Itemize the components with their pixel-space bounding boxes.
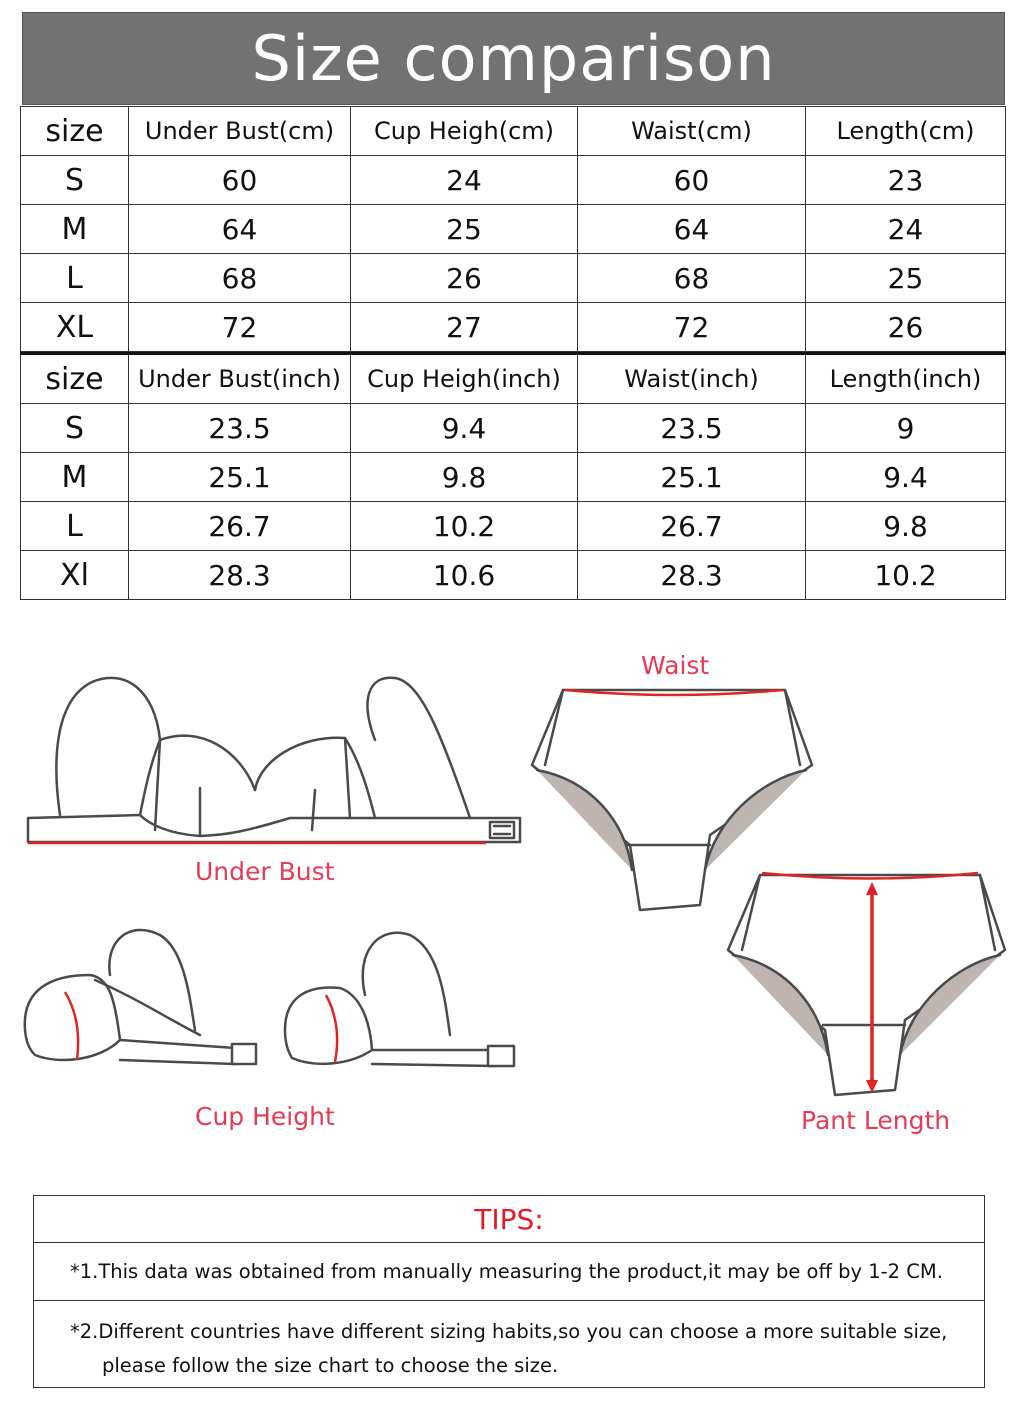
header-cell: Cup Heigh(cm) [351, 107, 578, 156]
table-cell: 28.3 [578, 551, 806, 600]
tips-box [33, 1195, 985, 1388]
tip-text: please follow the size chart to choose the size. [102, 1354, 559, 1377]
bra-side-illustration-right [285, 933, 514, 1066]
waist-label: Waist [641, 651, 710, 680]
table-cell: 26.7 [578, 502, 806, 551]
header-cell: Under Bust(inch) [129, 354, 351, 404]
table-cell: 26 [351, 254, 578, 303]
table-cell: 60 [129, 156, 351, 205]
header-cell: Under Bust(cm) [129, 107, 351, 156]
table-cell: 24 [351, 156, 578, 205]
table-cell: L [21, 254, 129, 303]
table-cell: 64 [578, 205, 806, 254]
table-row [21, 303, 1006, 352]
table-cell: 10.2 [351, 502, 578, 551]
pant-length-label: Pant Length [801, 1106, 951, 1135]
table-cell: 9.4 [806, 453, 1006, 502]
table-cell: 25.1 [129, 453, 351, 502]
tip-text: *1.This data was obtained from manually measuring the product,it may be off by 1-2 CM. [70, 1260, 943, 1283]
table-cell: 10.6 [351, 551, 578, 600]
cup-height-arrow-left [65, 992, 78, 1060]
table-cell: 9.8 [351, 453, 578, 502]
table-cell: 26 [806, 303, 1006, 352]
table-row [21, 453, 1006, 502]
header-cell: size [21, 354, 129, 404]
tip-item [34, 1300, 984, 1388]
table-cell: Xl [21, 551, 129, 600]
under-bust-label: Under Bust [195, 857, 335, 886]
table-row [21, 156, 1006, 205]
table-cell: 60 [578, 156, 806, 205]
table-row [21, 254, 1006, 303]
table-cell: 25 [806, 254, 1006, 303]
table-cell: S [21, 404, 129, 453]
header-cell: Length(inch) [806, 354, 1006, 404]
title-bar [22, 12, 1005, 105]
page-title: Size comparison [251, 22, 776, 95]
size-table-inch [20, 352, 1006, 600]
header-cell: Waist(cm) [578, 107, 806, 156]
table-row [21, 502, 1006, 551]
table-row [21, 404, 1006, 453]
tips-title: TIPS: [474, 1202, 544, 1236]
table-cell: 9 [806, 404, 1006, 453]
tip-item [34, 1242, 984, 1300]
table-cell: 27 [351, 303, 578, 352]
table-cell: 24 [806, 205, 1006, 254]
measurement-diagrams [0, 620, 1024, 1180]
table-header-row [21, 107, 1006, 156]
table-cell: 9.8 [806, 502, 1006, 551]
cup-height-arrow-right [326, 995, 337, 1062]
table-header-row [21, 354, 1006, 404]
table-cell: M [21, 453, 129, 502]
table-cell: M [21, 205, 129, 254]
table-cell: 68 [578, 254, 806, 303]
table-cell: 64 [129, 205, 351, 254]
header-cell: Waist(inch) [578, 354, 806, 404]
tip-text: *2.Different countries have different sizing habits,so you can choose a more suitable size, [70, 1320, 948, 1343]
table-cell: 23 [806, 156, 1006, 205]
table-cell: 10.2 [806, 551, 1006, 600]
table-cell: 68 [129, 254, 351, 303]
table-cell: 26.7 [129, 502, 351, 551]
table-cell: XL [21, 303, 129, 352]
size-table-cm [20, 106, 1006, 352]
table-cell: 25 [351, 205, 578, 254]
table-cell: 25.1 [578, 453, 806, 502]
bra-front-illustration [28, 678, 520, 842]
table-row [21, 205, 1006, 254]
table-row [21, 551, 1006, 600]
table-cell: 72 [578, 303, 806, 352]
header-cell: Cup Heigh(inch) [351, 354, 578, 404]
header-cell: Length(cm) [806, 107, 1006, 156]
bra-side-illustration-left [25, 930, 256, 1064]
panty-illustration-bottom [728, 875, 1005, 1095]
panty-illustration-top [532, 690, 812, 910]
table-cell: 23.5 [578, 404, 806, 453]
table-cell: 9.4 [351, 404, 578, 453]
table-cell: 72 [129, 303, 351, 352]
table-cell: 28.3 [129, 551, 351, 600]
table-cell: L [21, 502, 129, 551]
table-cell: S [21, 156, 129, 205]
header-cell: size [21, 107, 129, 156]
cup-height-label: Cup Height [195, 1102, 335, 1131]
table-cell: 23.5 [129, 404, 351, 453]
